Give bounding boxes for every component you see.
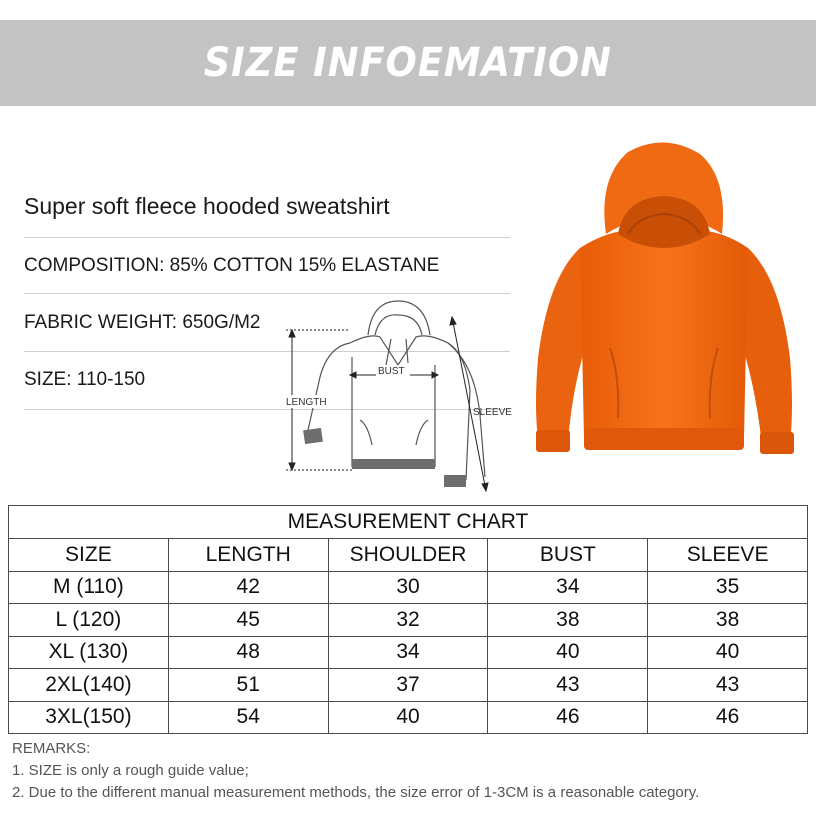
remark-item: 1. SIZE is only a rough guide value; (12, 762, 249, 779)
header-cell: SLEEVE (648, 539, 808, 572)
divider (24, 293, 510, 294)
bust-cell: 40 (488, 636, 648, 669)
length-label: LENGTH (286, 397, 327, 408)
size-cell: M (110) (9, 571, 169, 604)
bust-label: BUST (378, 366, 405, 377)
length-cell: 42 (168, 571, 328, 604)
length-cell: 45 (168, 604, 328, 637)
size-range-text: SIZE: 110-150 (24, 369, 146, 390)
composition-text: COMPOSITION: 85% COTTON 15% ELASTANE (24, 255, 440, 276)
sleeve-cell: 35 (648, 571, 808, 604)
length-cell: 51 (168, 669, 328, 702)
size-cell: L (120) (9, 604, 169, 637)
header-cell: LENGTH (168, 539, 328, 572)
measurement-diagram (280, 295, 525, 500)
remark-item: 2. Due to the different manual measurement methods, the size error of 1-3CM is a reasonable category. (12, 784, 700, 801)
size-cell: 3XL(150) (9, 701, 169, 734)
bust-cell: 43 (488, 669, 648, 702)
header-banner (0, 20, 816, 106)
hoodie-image (528, 138, 800, 468)
shoulder-cell: 30 (328, 571, 488, 604)
measurement-chart (8, 505, 808, 734)
sleeve-label: SLEEVE (473, 407, 512, 418)
remarks-heading: REMARKS: (12, 740, 91, 757)
chart-title: MEASUREMENT CHART (9, 506, 808, 539)
length-cell: 54 (168, 701, 328, 734)
header-row (9, 539, 808, 572)
shoulder-cell: 32 (328, 604, 488, 637)
header-cell: SIZE (9, 539, 169, 572)
sleeve-cell: 43 (648, 669, 808, 702)
shoulder-cell: 37 (328, 669, 488, 702)
table-row (9, 701, 808, 734)
shoulder-cell: 40 (328, 701, 488, 734)
header-cell: BUST (488, 539, 648, 572)
divider (24, 237, 510, 238)
bust-cell: 34 (488, 571, 648, 604)
header-cell: SHOULDER (328, 539, 488, 572)
bust-cell: 46 (488, 701, 648, 734)
fabric-weight-text: FABRIC WEIGHT: 650G/M2 (24, 312, 261, 333)
table-row (9, 669, 808, 702)
sleeve-cell: 38 (648, 604, 808, 637)
length-cell: 48 (168, 636, 328, 669)
table-row (9, 604, 808, 637)
bust-cell: 38 (488, 604, 648, 637)
sleeve-cell: 46 (648, 701, 808, 734)
size-cell: 2XL(140) (9, 669, 169, 702)
table-row (9, 571, 808, 604)
sleeve-cell: 40 (648, 636, 808, 669)
banner-title: SIZE INFOEMATION (203, 40, 613, 86)
size-cell: XL (130) (9, 636, 169, 669)
product-title: Super soft fleece hooded sweatshirt (24, 193, 390, 219)
shoulder-cell: 34 (328, 636, 488, 669)
table-row (9, 636, 808, 669)
